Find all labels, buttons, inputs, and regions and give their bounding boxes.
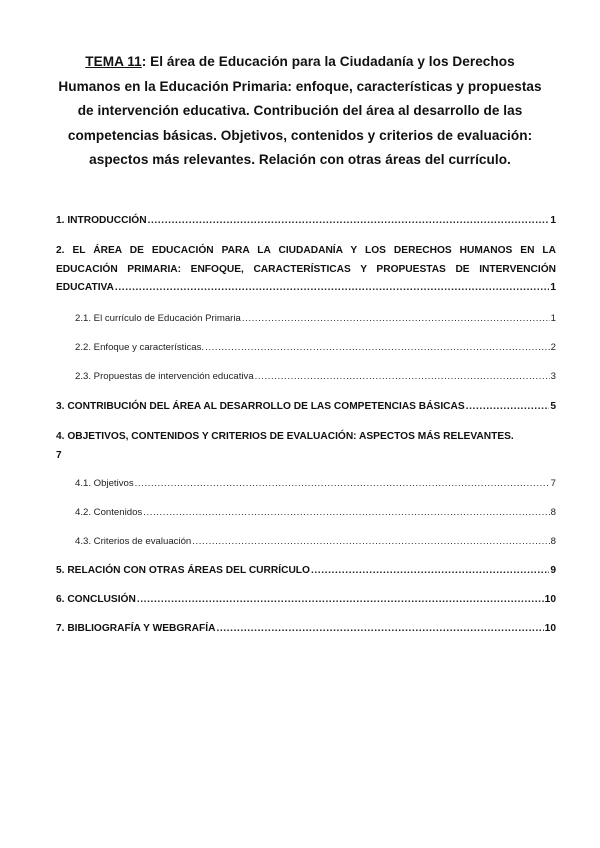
toc-entry-objetivos[interactable] [75, 475, 556, 494]
toc-entry-introduccion[interactable] [56, 212, 556, 231]
toc-page-number: 10 [544, 594, 556, 605]
topic-number: TEMA 11 [85, 54, 142, 69]
toc-entry-line: 2. EL ÁREA DE EDUCACIÓN PARA LA CIUDADANÍA Y LOS DERECHOS HUMANOS EN LA [56, 245, 556, 256]
toc-entry-curriculo[interactable] [75, 310, 556, 329]
title-line-4: competencias básicas. Objetivos, contenidos y criterios de evaluación: [67, 127, 533, 143]
toc-entry-line: EDUCACIÓN PRIMARIA: ENFOQUE, CARACTERÍSTICAS Y PROPUESTAS DE INTERVENCIÓN [56, 263, 556, 275]
dot-leader [148, 212, 550, 231]
toc-entry-label: 7. BIBLIOGRAFÍA Y WEBGRAFÍA [56, 623, 216, 634]
toc-entry-label: 2.3. Propuestas de intervención educativa [75, 371, 254, 382]
toc-page-number: 10 [544, 623, 556, 634]
dot-leader [192, 533, 549, 552]
toc-entry-label: 4.2. Contenidos [75, 507, 143, 518]
toc-entry-label: 2.2. Enfoque y características. [75, 342, 205, 353]
toc-entry-line: 4. OBJETIVOS, CONTENIDOS Y CRITERIOS DE EVALUACIÓN: ASPECTOS MÁS RELEVANTES. [56, 431, 514, 442]
toc-page-number: 8 [550, 507, 556, 518]
toc-page-number: 7 [550, 478, 556, 489]
toc-entry-conclusion[interactable] [56, 591, 556, 610]
toc-page-number: 8 [550, 536, 556, 547]
toc-entry-contenidos[interactable] [75, 504, 556, 523]
toc-entry-area-educacion[interactable] [56, 242, 556, 298]
page-title [58, 50, 542, 173]
toc-page-number: 5 [550, 401, 556, 412]
toc-entry-label: EDUCATIVA [56, 282, 114, 293]
toc-page-number: 1 [550, 282, 556, 293]
toc-entry-label: 2.1. El currículo de Educación Primaria [75, 313, 241, 324]
toc-page-number: 7 [56, 449, 62, 461]
toc-entry-objetivos-contenidos[interactable] [56, 428, 556, 465]
toc-page-number: 1 [550, 215, 556, 226]
toc-entry-label: 4.1. Objetivos [75, 478, 134, 489]
dot-leader [216, 620, 543, 639]
toc-page-number: 9 [550, 565, 556, 576]
toc-entry-label: 3. CONTRIBUCIÓN DEL ÁREA AL DESARROLLO DE LAS COMPETENCIAS BÁSICAS [56, 401, 465, 412]
toc-entry-criterios[interactable] [75, 533, 556, 552]
dot-leader [242, 310, 550, 329]
toc-entry-relacion[interactable] [56, 562, 556, 581]
dot-leader [205, 339, 550, 358]
toc-page-number: 3 [550, 371, 556, 382]
toc-entry-label: 1. INTRODUCCIÓN [56, 215, 147, 226]
toc-entry-label: 4.3. Criterios de evaluación [75, 536, 192, 547]
dot-leader [115, 279, 549, 298]
toc-entry-label: 5. RELACIÓN CON OTRAS ÁREAS DEL CURRÍCULO [56, 565, 310, 576]
toc-entry-contribucion[interactable] [56, 398, 556, 417]
title-line-1: El área de Educación para la Ciudadanía y los Derechos [146, 54, 515, 69]
dot-leader [255, 368, 550, 387]
dot-leader [135, 475, 550, 494]
dot-leader [311, 562, 549, 581]
dot-leader [137, 591, 544, 610]
dot-leader [466, 398, 550, 417]
toc-entry-bibliografia[interactable] [56, 620, 556, 639]
title-line-2: Humanos en la Educación Primaria: enfoque, características y propuestas [58, 78, 542, 94]
title-line-5: aspectos más relevantes. Relación con otras áreas del currículo. [89, 152, 511, 168]
toc-entry-propuestas[interactable] [75, 368, 556, 387]
title-separator: : [141, 54, 147, 69]
dot-leader [143, 504, 549, 523]
toc-entry-label: 6. CONCLUSIÓN [56, 594, 136, 605]
title-line-3: de intervención educativa. Contribución del área al desarrollo de las [77, 103, 523, 119]
toc-entry-enfoque[interactable] [75, 339, 556, 358]
toc-page-number: 1 [550, 313, 556, 324]
toc-page-number: 2 [550, 342, 556, 353]
